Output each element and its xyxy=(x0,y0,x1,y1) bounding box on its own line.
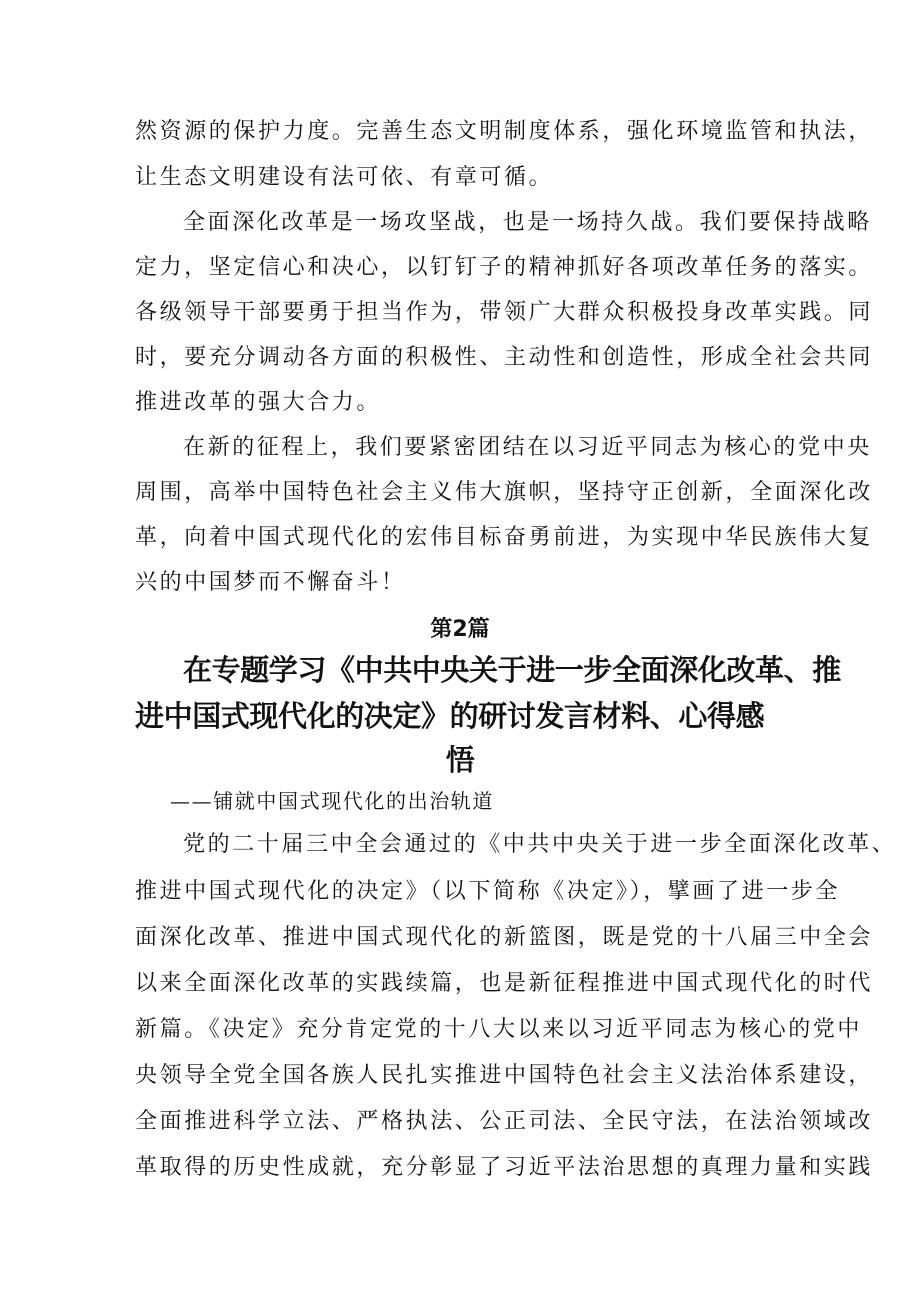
paragraph-line: 全面深化改革是一场攻坚战，也是一场持久战。我们要保持战略 xyxy=(183,210,872,235)
paragraph-line: 让生态文明建设有法可依、有章可循。 xyxy=(135,165,554,190)
paragraph-line: 在新的征程上，我们要紧密团结在以习近平同志为核心的党中央 xyxy=(183,435,872,460)
paragraph-line: 面深化改革、推进中国式现代化的新篮图，既是党的十八届三中全会 xyxy=(135,925,874,950)
title-line: 进中国式现代化的决定》的研讨发言材料、心得感 xyxy=(135,699,765,733)
title-line: 悟 xyxy=(445,743,475,777)
paragraph-line: 定力，坚定信心和决心，以钉钉子的精神抓好各项改革任务的落实。 xyxy=(135,255,874,280)
paragraph-line: 党的二十届三中全会通过的《中共中央关于进一步全面深化改革、 xyxy=(183,832,897,857)
paragraph-line: 兴的中国梦而不懈奋斗！ xyxy=(135,570,406,595)
paragraph-line: 央领导全党全国各族人民扎实推进中国特色社会主义法治体系建设， xyxy=(135,1063,874,1088)
paragraph-line: 推进中国式现代化的决定》（以下简称《决定》），擘画了进一步全 xyxy=(135,879,841,904)
paragraph-line: 推进改革的强大合力。 xyxy=(135,390,382,415)
paragraph-line: 时，要充分调动各方面的积极性、主动性和创造性，形成全社会共同 xyxy=(135,345,874,370)
section-number: 第2篇 xyxy=(430,617,490,642)
subtitle: ——铺就中国式现代化的出治轨道 xyxy=(170,789,494,813)
paragraph-line: 以来全面深化改革的实践续篇，也是新征程推进中国式现代化的时代 xyxy=(135,971,874,996)
paragraph-line: 周围，高举中国特色社会主义伟大旗帜，坚持守正创新，全面深化改 xyxy=(135,480,874,505)
paragraph-line: 新篇。《决定》充分肯定党的十八大以来以习近平同志为核心的党中 xyxy=(135,1017,863,1042)
paragraph-line: 各级领导干部要勇于担当作为，带领广大群众积极投身改革实践。同 xyxy=(135,300,874,325)
paragraph-line: 革取得的历史性成就，充分彰显了习近平法治思想的真理力量和实践 xyxy=(135,1155,874,1180)
title-line: 在专题学习《中共中央关于进一步全面深化改革、推 xyxy=(183,653,841,687)
paragraph-line: 革，向着中国式现代化的宏伟目标奋勇前进，为实现中华民族伟大复 xyxy=(135,525,874,550)
paragraph-line: 然资源的保护力度。完善生态文明制度体系，强化环境监管和执法， xyxy=(135,119,874,144)
paragraph-line: 全面推进科学立法、严格执法、公正司法、全民守法，在法治领域改 xyxy=(135,1109,874,1134)
